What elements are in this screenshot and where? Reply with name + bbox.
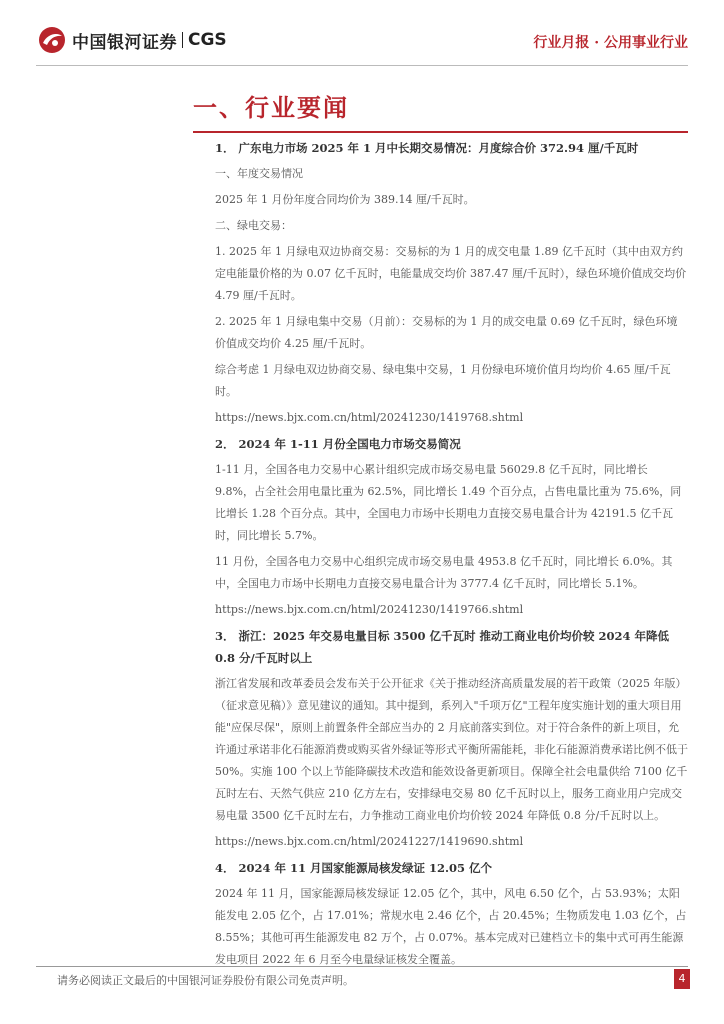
page-header [0, 0, 724, 75]
logo-text-cn: 中国银河证券 [72, 32, 177, 53]
article-link[interactable]: https://news.bjx.com.cn/html/20241230/1419768.shtml [215, 411, 524, 424]
article-heading: 1． 广东电力市场 2025 年 1 月中长期交易情况：月度综合价 372.94 厘/千瓦时 [215, 141, 639, 155]
article-list [215, 137, 688, 971]
section-rule [193, 131, 688, 133]
section-title: 一、行业要闻 [193, 93, 349, 122]
article-paragraph: 1-11 月，全国各电力交易中心累计组织完成市场交易电量 56029.8 亿千瓦时，同比增长 9.8%，占全社会用电量比重为 62.5%，同比增长 1.49 个百分点，占售电量比重为 75.6%，同比增长 1.28 个百分点。其中，全国电力市场中长期电力直接交易电量合计为 42191.5 亿千瓦时，同比增长 5.7%。 [215, 463, 682, 542]
disclaimer-text: 请务必阅读正文最后的中国银河证券股份有限公司免责声明。 [57, 974, 354, 987]
article-paragraph: 2024 年 11 月，国家能源局核发绿证 12.05 亿个，其中，风电 6.50 亿个，占 53.93%；太阳能发电 2.05 亿个，占 17.01%；常规水电 2.46 亿个，占 20.45%；生物质发电 1.03 亿个，占 8.55%；其他可再生能源发电 82 万个，占 0.07%。基本完成对已建档立卡的集中式可再生能源发电项目 2022 年 6 月至今电量绿证核发全覆盖。 [215, 887, 687, 966]
page-number: 4 [674, 969, 690, 989]
article-paragraph: 2025 年 1 月份年度合同均价为 389.14 厘/千瓦时。 [215, 193, 475, 206]
header-divider [36, 65, 688, 66]
article [215, 137, 688, 429]
article [215, 857, 688, 971]
article-paragraph: 综合考虑 1 月绿电双边协商交易、绿电集中交易，1 月份绿电环境价值月均均价 4.65 厘/千瓦时。 [215, 363, 671, 398]
article-paragraph: 1. 2025 年 1 月绿电双边协商交易：交易标的为 1 月的成交电量 1.89 亿千瓦时（其中由双方约定电能量价格的为 0.07 亿千瓦时，电能量成交均价 387.47 厘/千瓦时），绿色环境价值成交均价 4.79 厘/千瓦时。 [215, 245, 687, 302]
article-heading: 2． 2024 年 1-11 月份全国电力市场交易简况 [215, 437, 461, 451]
footer-divider [36, 966, 688, 967]
logo [38, 26, 227, 54]
logo-text-en: CGS [188, 30, 227, 50]
article-heading: 3． 浙江：2025 年交易电量目标 3500 亿千瓦时 推动工商业电价均价较 2024 年降低 0.8 分/千瓦时以上 [215, 629, 670, 665]
logo-divider [182, 32, 183, 48]
article-link[interactable]: https://news.bjx.com.cn/html/20241230/1419766.shtml [215, 603, 524, 616]
article-paragraph: 二、绿电交易： [215, 219, 292, 232]
galaxy-logo-icon [38, 26, 66, 54]
article-paragraph: 一、年度交易情况 [215, 167, 303, 180]
report-category: 行业月报 · 公用事业行业 [533, 35, 688, 51]
article-paragraph: 11 月份，全国各电力交易中心组织完成市场交易电量 4953.8 亿千瓦时，同比增长 6.0%。其中，全国电力市场中长期电力直接交易电量合计为 3777.4 亿千瓦时，同比增长 5.1%。 [215, 555, 673, 590]
article-heading: 4． 2024 年 11 月国家能源局核发绿证 12.05 亿个 [215, 861, 493, 875]
article-link[interactable]: https://news.bjx.com.cn/html/20241227/1419690.shtml [215, 835, 524, 848]
article [215, 625, 688, 853]
article-paragraph: 2. 2025 年 1 月绿电集中交易（月前）：交易标的为 1 月的成交电量 0.69 亿千瓦时，绿色环境价值成交均价 4.25 厘/千瓦时。 [215, 315, 678, 350]
article [215, 433, 688, 621]
article-paragraph: 浙江省发展和改革委员会发布关于公开征求《关于推动经济高质量发展的若干政策（2025 年版）（征求意见稿）》意见建议的通知。其中提到，系列入"千项万亿"工程年度实施计划的重大项目用能"应保尽保"，原则上前置条件全部应当办的 2 月底前落实到位。对于符合条件的新上项目，允许通过承诺非化石能源消费或购买省外绿证等形式平衡所需能耗，非化石能源消费承诺比例不低于 50%。实施 100 个以上节能降碳技术改造和能效设备更新项目。保障全社会电量供给 7100 亿千瓦时左右、天然气供应 210 亿方左右，安排绿电交易 80 亿千瓦时以上，服务工商业用户完成交易电量 3500 亿千瓦时左右，力争推动工商业电价均价较 2024 年降低 0.8 分/千瓦时以上。 [215, 677, 688, 822]
